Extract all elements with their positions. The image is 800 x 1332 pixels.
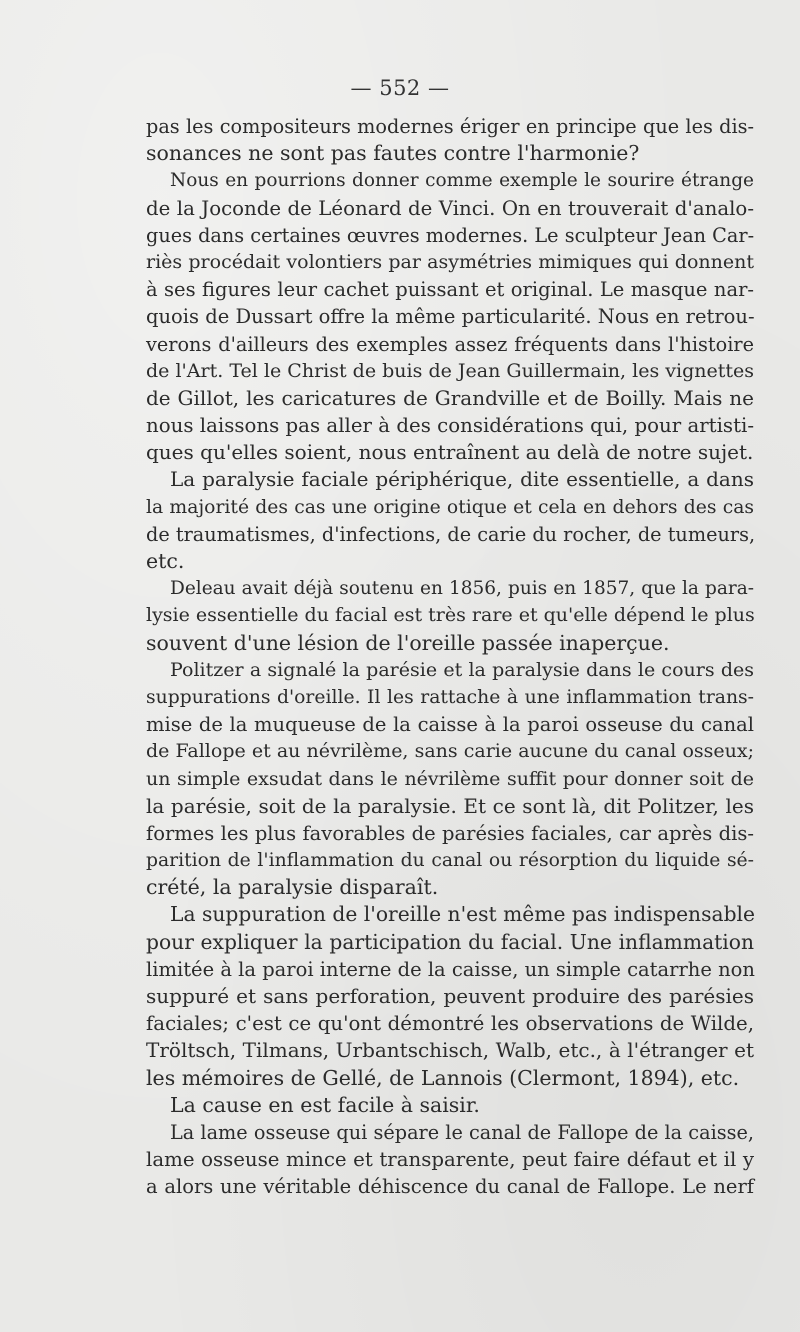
text-line: Politzer a signalé la parésie et la paralysie dans le cours des — [170, 658, 754, 681]
text-line: la majorité des cas une origine otique et cela en dehors des cas — [146, 496, 754, 518]
text-line: La paralysie faciale périphérique, dite essentielle, a dans — [170, 467, 754, 492]
text-line: suppuré et sans perforation, peuvent produire des parésies — [146, 984, 754, 1008]
text-line: de la Joconde de Léonard de Vinci. On en trouverait d'analo- — [146, 196, 754, 220]
text-line: limitée à la paroi interne de la caisse, un simple catarrhe non — [146, 957, 755, 981]
text-line: de Gillot, les caricatures de Grandville et de Boilly. Mais ne — [146, 385, 754, 410]
text-line: à ses figures leur cachet puissant et original. Le masque nar- — [146, 278, 754, 302]
text-line: pour expliquer la participation du facial. Une inflammation — [146, 929, 754, 954]
text-line: lysie essentielle du facial est très rare et qu'elle dépend le plus — [146, 604, 755, 627]
text-line: ques qu'elles soient, nous entraînent au delà de notre sujet. — [146, 440, 754, 465]
text-line: un simple exsudat dans le névrilème suffit pour donner soit de — [146, 767, 754, 790]
body-text — [146, 113, 754, 1201]
text-line: Deleau avait déjà soutenu en 1856, puis en 1857, que la para- — [170, 578, 754, 600]
text-line: riès procédait volontiers par asymétries mimiques qui donnent — [146, 250, 754, 273]
text-line: de Fallope et au névrilème, sans carie aucune du canal osseux; — [146, 740, 754, 763]
text-line: La cause en est facile à saisir. — [170, 1092, 480, 1117]
text-line: de traumatismes, d'infections, de carie du rocher, de tumeurs, — [146, 522, 756, 546]
text-line: La lame osseuse qui sépare le canal de Fallope de la caisse, — [170, 1120, 754, 1144]
text-line: a alors une véritable déhiscence du canal de Fallope. Le nerf — [146, 1175, 754, 1199]
text-line: suppurations d'oreille. Il les rattache à une inflammation trans- — [146, 686, 754, 708]
text-line: les mémoires de Gellé, de Lannois (Clermont, 1894), etc. — [146, 1065, 740, 1090]
text-line: lame osseuse mince et transparente, peut faire défaut et il y — [146, 1148, 754, 1172]
text-line: formes les plus favorables de parésies faciales, car après dis- — [146, 821, 754, 845]
text-line: faciales; c'est ce qu'ont démontré les observations de Wilde, — [146, 1012, 754, 1036]
text-line: crété, la paralysie disparaît. — [146, 875, 439, 900]
text-line: gues dans certaines œuvres modernes. Le sculpteur Jean Car- — [146, 223, 755, 247]
text-line: etc. — [146, 549, 185, 573]
text-line: souvent d'une lésion de l'oreille passée inaperçue. — [146, 630, 670, 655]
text-line: pas les compositeurs modernes ériger en principe que les dis- — [146, 115, 754, 138]
text-line: mise de la muqueuse de la caisse à la paroi osseuse du canal — [146, 713, 754, 737]
text-line: la parésie, soit de la paralysie. Et ce sont là, dit Politzer, les — [146, 793, 754, 818]
page-number: — 552 — — [350, 76, 450, 100]
text-line: nous laissons pas aller à des considérations qui, pour artisti- — [146, 414, 754, 438]
text-line: parition de l'inflammation du canal ou résorption du liquide sé- — [146, 850, 754, 872]
text-line: Tröltsch, Tilmans, Urbantschisch, Walb, etc., à l'étranger et — [146, 1038, 754, 1063]
text-line: Nous en pourrions donner comme exemple le sourire étrange — [170, 170, 754, 192]
text-line: de l'Art. Tel le Christ de buis de Jean Guillermain, les vignettes — [146, 359, 754, 382]
text-line: verons d'ailleurs des exemples assez fréquents dans l'histoire — [146, 332, 754, 356]
text-line: sonances ne sont pas fautes contre l'harmonie? — [146, 141, 640, 166]
text-line: quois de Dussart offre la même particularité. Nous en retrou- — [146, 305, 755, 329]
text-line: La suppuration de l'oreille n'est même pas indispensable — [170, 902, 755, 927]
